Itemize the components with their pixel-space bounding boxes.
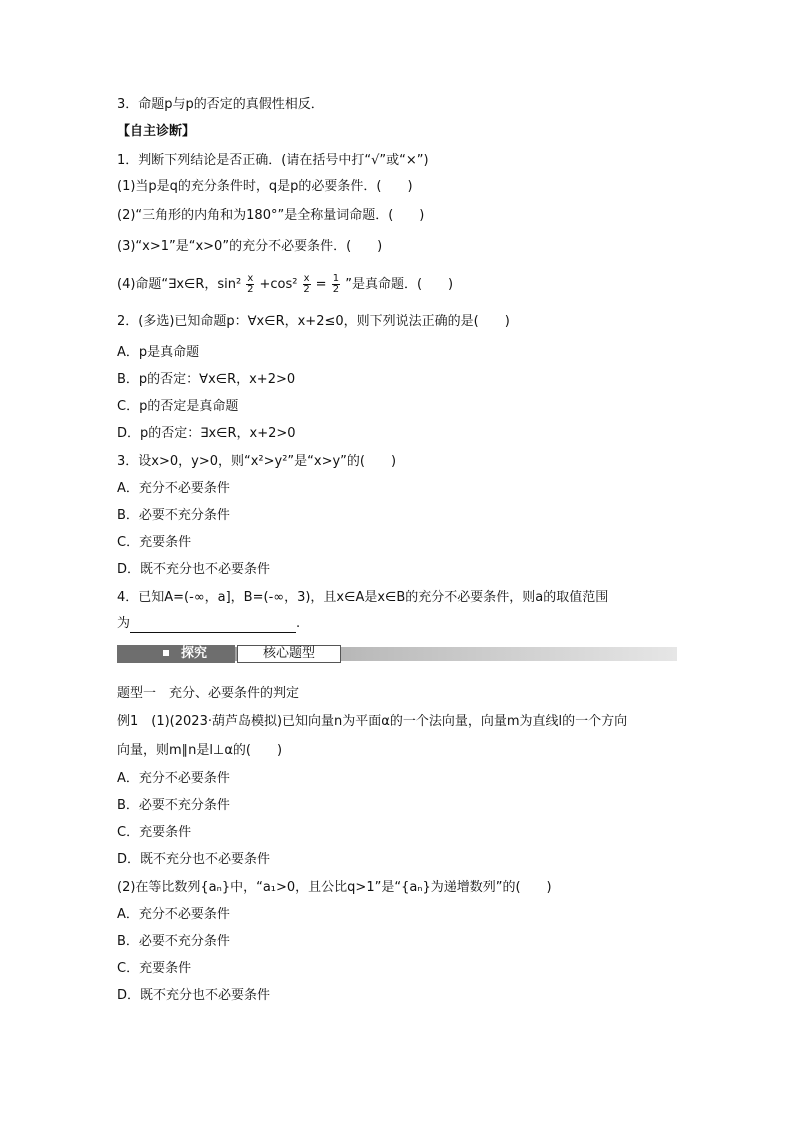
example-1-option-b: B．必要不充分条件 [117,798,230,813]
q3-stem: 3．设x>0，y>0，则“x²>y²”是“x>y”的( ) [117,454,397,469]
example-1-line-2: 向量，则m∥n是l⊥α的( ) [117,743,283,758]
fraction-x-over-2-a [246,274,254,295]
example-1-part-2-option-a: A．充分不必要条件 [117,907,230,922]
q2-option-c: C．p的否定是真命题 [117,399,239,414]
q2-option-a: A．p是真命题 [117,345,200,360]
q1-s4-suffix: ”是真命题．( ) [345,277,454,292]
fraction-numerator: 1 [332,273,340,284]
q1-s4-mid: +cos² [259,277,298,292]
q3-option-c: C．充要条件 [117,535,192,550]
example-1-part-2-option-c: C．充要条件 [117,961,192,976]
fraction-denominator: 2 [247,284,254,295]
q2-option-b: B．p的否定：∀x∈R，x+2>0 [117,372,296,387]
fraction-x-over-2-b [303,274,311,295]
example-1-option-c: C．充要条件 [117,825,192,840]
example-1-part-2-stem: (2)在等比数列{aₙ}中，“a₁>0，且公比q>1”是“{aₙ}为递增数列”的( ) [117,880,552,895]
q4-stem: 4．已知A=(-∞，a]，B=(-∞，3)，且x∈A是x∈B的充分不必要条件，则a的取值范围 [117,590,609,605]
answer-blank [130,619,296,633]
q1-s4-prefix: (4)命题“∃x∈R，sin² [117,277,242,292]
q2-stem: 2．(多选)已知命题p：∀x∈R，x+2≤0，则下列说法正确的是( ) [117,314,510,329]
q2-option-d: D．p的否定：∃x∈R，x+2>0 [117,426,296,441]
q4-continuation [117,615,300,633]
q1-s4-equals: = [315,277,327,292]
banner-core-topics-box: 核心题型 [237,645,341,663]
q3-option-d: D．既不充分也不必要条件 [117,562,271,577]
q1-statement-4 [117,270,453,300]
banner-left-label: 探究 [181,646,208,661]
q1-statement-3: (3)“x>1”是“x>0”的充分不必要条件．( ) [117,239,383,254]
example-1-option-d: D．既不充分也不必要条件 [117,852,271,867]
q4-cont-suffix: . [296,616,301,631]
fraction-numerator: x [303,273,310,284]
q3-option-a: A．充分不必要条件 [117,481,230,496]
fraction-1-over-2 [332,274,340,295]
example-1-line-1: 例1 (1)(2023·葫芦岛模拟)已知向量n为平面α的一个法向量，向量m为直线l的一个方向 [117,714,628,729]
intro-item-3: 3．命题p与p的否定的真假性相反． [117,97,324,112]
fraction-denominator: 2 [332,284,340,295]
q4-cont-prefix: 为 [117,616,131,631]
banner-explore-tab [117,645,235,663]
q1-statement-1: (1)当p是q的充分条件时，q是p的必要条件．( ) [117,179,413,194]
example-1-option-a: A．充分不必要条件 [117,771,230,786]
example-1-part-2-option-d: D．既不充分也不必要条件 [117,988,271,1003]
q1-stem: 1．判断下列结论是否正确．(请在括号中打“√”或“×”) [117,153,429,168]
q1-statement-2: (2)“三角形的内角和为180°”是全称量词命题．( ) [117,208,425,223]
example-1-part-2-option-b: B．必要不充分条件 [117,934,230,949]
fraction-denominator: 2 [303,284,310,295]
topic-1-title: 题型一 充分、必要条件的判定 [117,686,300,701]
fraction-numerator: x [247,273,254,284]
self-diagnosis-heading: 【自主诊断】 [117,124,196,139]
q3-option-b: B．必要不充分条件 [117,508,230,523]
square-bullet-icon [163,650,169,656]
section-banner [117,645,677,663]
